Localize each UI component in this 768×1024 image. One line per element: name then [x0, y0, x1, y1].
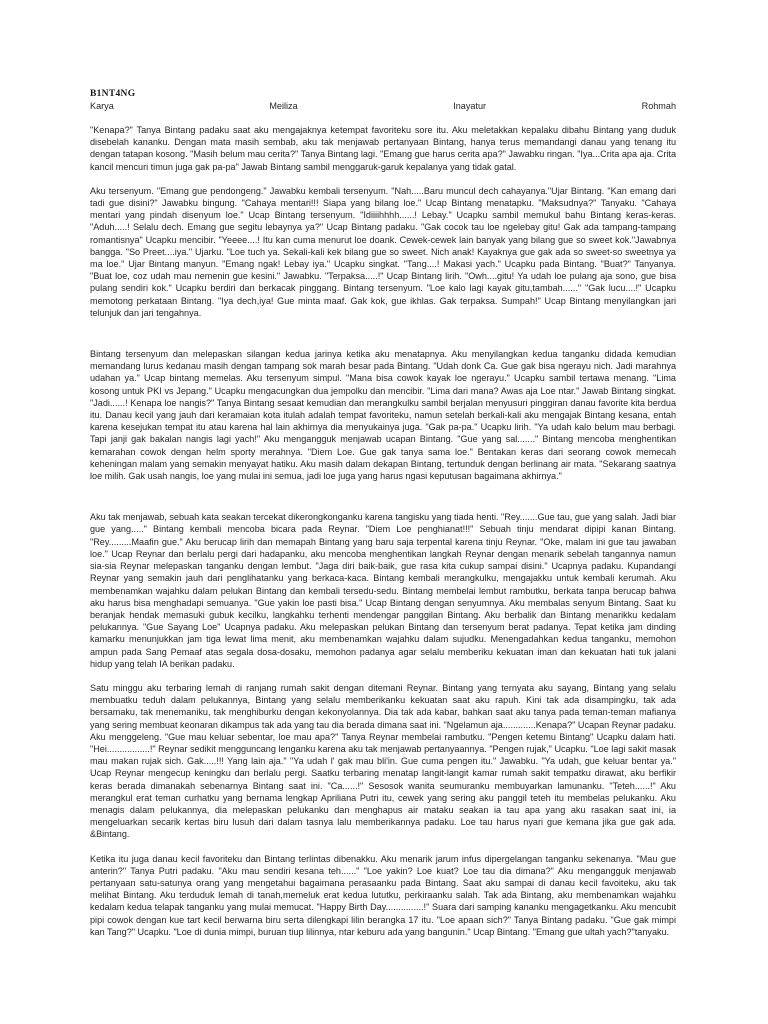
byline-word: Inayatur [453, 101, 487, 111]
story-paragraph: Aku tersenyum. "Emang gue pendongeng." Jawabku kembali tersenyum. "Nah.....Baru muncul dech cahayanya."Ujar Bintang. "Kan emang dari tadi gue disini?" Jawabku bingung. "Cahaya mentari!!! Siapa yang bilang loe." Ucap Bintang menatapku. "Maksudnya?" Tanyaku. "Cahaya mentari yang pindah disenyum loe." Ucap Bintang tersenyum. "Idiiiihhhh......! Lebay." Ucapku sambil memukul bahu Bintang keras-keras. "Aduh.....! Selalu dech. Emang gue segitu lebaynya ya?" Ucap Bintang padaku. "Gak cocok tau loe ngelebay gitu! Gak ada tampang-tampang romantisnya" Ucapku mencibir. "Yeeee....! Itu kan cuma menurut loe doank. Cewek-cewek lain banyak yang bilang gue so sweet kok."Jawabnya bangga. "So Preet....iya." Ujarku. "Loe tuch ya. Sekali-kali kek bilang gue so sweet. Nich anak! Kayaknya gue gak ada so sweet-so sweetnya ya ma loe." Ujar Bintang manyun. "Emang ngak! Lebay iya." Ucapku singkat. "Tang....! Makasi yach." Ucapku pada Bintang. "Buat?" Tanyanya. "Buat loe, coz udah mau nemenin gue kesini." Jawabku. "Terpaksa.....!" Ucap Bintang lirih. "Owh....gitu! Ya udah loe pulang aja sono, gue bisa pulang sendiri kok." Ucapku berdiri dan berkacak pinggang. Bintang tersenyum. "Loe kalo lagi kayak gitu,tambah......" "Gak lucu....!" Ucapku memotong perkataan Bintang. "Iya dech,iya! Gue minta maaf. Gak kok, gue ikhlas. Gak terpaksa. Sumpah!" Ucap Bintang menyilangkan jari telunjuk dan jari tengahnya. [90, 185, 676, 318]
byline-word: Meiliza [269, 101, 298, 111]
author-byline [90, 100, 676, 112]
story-paragraph: Bintang tersenyum dan melepaskan silangan kedua jarinya ketika aku menatapnya. Aku menyilangkan kedua tanganku didada kemudian memandang lurus kedanau masih dengan tampang sok marah besar pada Bintang. "Udah donk Ca. Gue gak bisa ngerayu nich. Jadi marahnya udahan ya." Ucap bintang memelas. Aku tersenyum simpul. "Mana bisa cowok kayak loe ngerayu." Ucapku sambil tertawa menang. "Lima kosong untuk PKI vs Jepang." Ucapku mengacungkan dua jempolku dan mencibir. "Lima dari mana? Awas aja Loe ntar." Jawab Bintang singkat. "Jadi......! Kenapa loe nangis?" Tanya Bintang sesaat kemudian dan merangkulku sambil berjalan menyusuri pinggiran danau favorite kita berdua itu. Danau kecil yang jauh dari keramaian kota itulah adalah tempat favoriteku, namun setelah berkali-kali aku mengajak Bintang kesana, entah karena kesejukan tempat itu atau karena hal lain akhirnya dia menyukainya juga. "Gak pa-pa." Ucapku lirih. "Ya udah kalo belum mau berbagi. Tapi janji gak bakalan nangis lagi yach!" Aku mengangguk menjawab ucapan Bintang. "Gue yang sal......." Bintang mencoba menghentikan kemarahan cowok dengan helm sporty merahnya. "Diem Loe. Gue gak tanya sama loe." Bentakan keras dari seorang cowok memecah keheningan malam yang semakin menyayat hatiku. Aku masih dalam dekapan Bintang, tertunduk dengan berlinang air mata. "Sekarang saatnya loe milih. Gak usah nangis, loe yang mulai ini semua, jadi loe juga yang harus ngasi keputusan bagaimana akhirnya." [90, 349, 676, 482]
story-paragraph: Aku tak menjawab, sebuah kata seakan tercekat dikerongkonganku karena tangisku yang tiada henti. "Rey.......Gue tau, gue yang salah. Jadi biar gue yang....." Bintang kembali mencoba bicara pada Reynar. "Diem Loe penghianat!!!" Sebuah tinju mendarat dipipi kanan Bintang. "Rey.........Maafin gue." Aku berucap lirih dan memapah Bintang yang baru saja terpental karena tinju Reynar. "Oke, malam ini gue tau jawaban loe." Ucap Reynar dan berlalu pergi dari hadapanku, aku mencoba menghentikan langkah Reynar dengan menarik sebelah tangannya namun sia-sia Reynar melepaskan tanganku dengan lembut. "Jaga diri baik-baik, gue rasa kita cukup sampai disini." Ucapnya padaku. Kupandangi Reynar yang semakin jauh dari penglihatanku yang berkaca-kaca. Bintang kembali merangkulku, mengajakku untuk kembali kerumah. Aku membenamkan wajahku dalam pelukan Bintang dan kembali tersedu-sedu. Bintang membelai lembut rambutku, berkata tanpa berucap bahwa aku harus bisa menghadapi semuanya. "Gue yakin loe pasti bisa." Ucap Bintang dengan senyumnya. Aku membalas senyum Bintang. Saat ku beranjak hendak memasuki gubuk kecilku, langkahku terhenti mendengar panggilan Bintang. Aku berbalik dan Bintang menarikku kedalam pelukannya. "Gue Sayang Loe" Ucapnya padaku. Aku melepaskan pelukan Bintang dan tersenyum berat padanya. Tepat ketika jam dinding kamarku menunjukkan jam tiga lewat lima menit, aku membenamkan wajahku dalam sujudku. Menengadahkan kedua tanganku, memohon ampun pada Sang Pemaaf atas segala dosa-dosaku, memohon padanya agar selalu memberiku kekuatan iman dan kekuatan hati tuk jalani hidup yang telah IA berikan padaku. [90, 512, 676, 669]
story-paragraph: "Kenapa?" Tanya Bintang padaku saat aku mengajaknya ketempat favoriteku sore itu. Aku meletakkan kepalaku dibahu Bintang yang duduk disebelah kananku. Dengan mata masih sembab, aku tak menjawab pertanyaan Bintang, hanya terus memandangi danau yang tenang itu dengan tatapan kosong. "Masih belum mau cerita?" Tanya Bintang lagi. "Emang gue harus cerita apa?" Jawabku ringan. "Iya...Crita apa aja. Crita kancil mencuri timun juga gak pa-pa" Jawab Bintang sambil menggaruk-garuk kepalanya yang tidak gatal. [90, 125, 676, 172]
byline-word: Rohmah [641, 101, 676, 111]
story-paragraph: Satu minggu aku terbaring lemah di ranjang rumah sakit dengan ditemani Reynar. Bintang yang ternyata aku sayang, Bintang yang selalu membuatku teduh dalam pelukannya, Bintang yang selalu memberikanku kekuatan saat aku rapuh. Kini tak ada disampingku, tak ada bersamaku, tak menemaniku, tak menghiburku dengan kekonyolannya. Dia tak ada kabar, bahkan saat aku tanya pada teman-teman mafianya yang sering membuat keonaran dikampus tak ada yang tau dia berada dimana saat ini. "Ngelamun aja.............Kenapa?" Ucapan Reynar padaku. Aku menggeleng. "Gue mau keluar sebentar, loe mau apa?" Tanya Reynar membelai rambutku. "Pengen ketemu Bintang" Ucapku dalam hati. "Hei.................!" Reynar sedikit mengguncang lenganku karena aku tak menjawab pertanyaannya. "Pengen rujak," Ucapku. "Loe lagi sakit masak mau makan rujak sich. Gak.....!!! Yang lain aja." "Ya udah l' gak mau bli'in. Gue cuma pengen itu." Jawabku. "Ya udah, gue keluar bentar ya." Ucap Reynar mengecup keningku dan berlalu pergi. Saatku terbaring menatap langit-langit kamar rumah sakit tempatku dirawat, aku berfikir keras berada dimanakah sebenarnya Bintang saat ini. "Ca......!" Sesosok wanita seumuranku membuyarkan lamunanku. "Teteh......!" Aku merangkul erat teman curhatku yang bernama lengkap Apriliana Putri itu, cewek yang sering aku panggil teteh itu membelas pelukanku. Aku menagis dalam pelukannya, dia melepaskan pelukanku dan menghapus air mataku seakan ia tau apa yang aku rasakan saat ini, ia mengeluarkan secarik kertas biru lusuh dari dalam tasnya lalu memberikannya padaku. Loe tau harus nyari gue kemana jika gue gak ada. &Bintang. [90, 682, 676, 840]
story-paragraph: Ketika itu juga danau kecil favoriteku dan Bintang terlintas dibenakku. Aku menarik jarum infus dipergelangan tanganku sekenanya. "Mau gue anterin?" Tanya Putri padaku. "Aku mau sendiri kesana teh......" "Loe yakin? Loe kuat? Loe tau dia dimana?" Aku mengangguk menjawab pertanyaan satu-satunya orang yang mengetahui bagaimana perasaanku pada Bintang. Saat aku sampai di danau kecil favoiteku, aku tak melihat Bintang. Aku terduduk lemah di tanah,memeluk erat kedua lututku, perkiraanku salah. Tak ada Bintang, aku membenamkan wajahku kedalam kedua telapak tanganku yang mulai memucat. "Happy Birth Day...............!" Suara dari samping kananku mengagetkanku. Aku mencubit pipi cowok dengan kue tart kecil berwarna biru serta dilengkapi lilin berangka 17 itu. "Loe apaan sich?" Tanya Bintang padaku. "Gue gak mimpi kan Tang?" Ucapku. "Loe di dunia mimpi, buruan tiup lilinnya, ntar keburu ada yang bangunin." Ucap Bintang. "Emang gue ultah yach?"tanyaku. [90, 853, 676, 937]
document-page [90, 88, 676, 950]
byline-word: Karya [90, 101, 114, 111]
story-title: B1NT4NG [90, 89, 136, 99]
